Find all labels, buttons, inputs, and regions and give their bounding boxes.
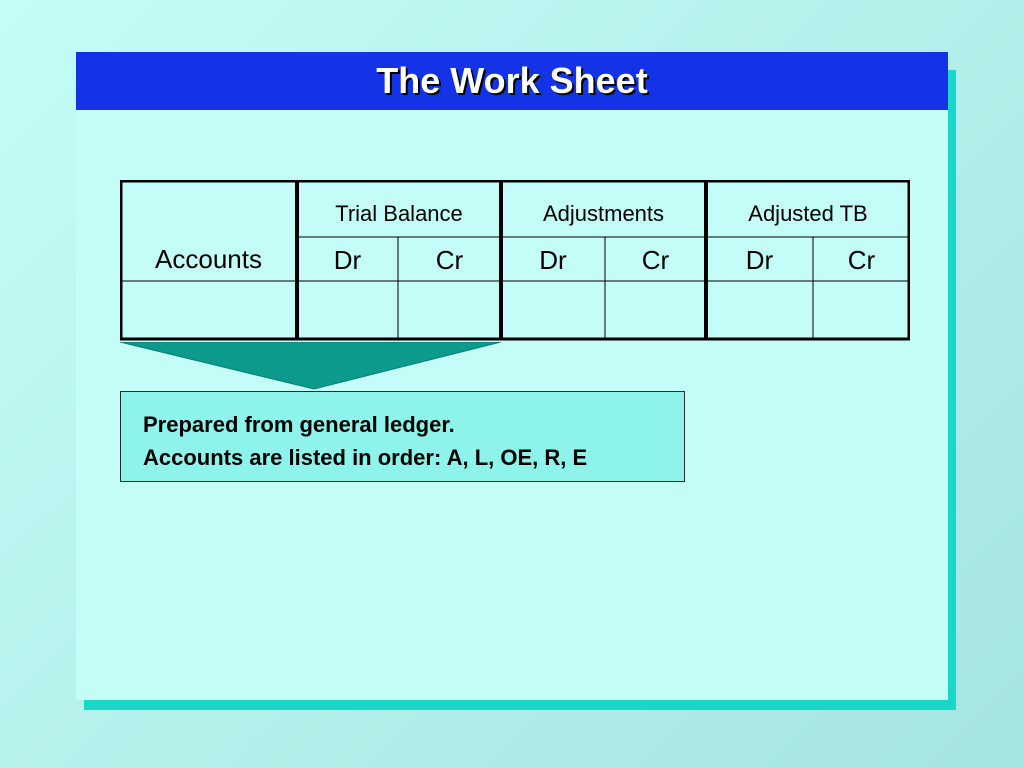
group-header-adjustments: Adjustments bbox=[542, 201, 665, 226]
slide-title: The Work Sheet bbox=[376, 60, 648, 101]
column-header-tb-cr: Cr bbox=[435, 245, 464, 275]
title-bar bbox=[76, 52, 948, 110]
group-header-trial-balance: Trial Balance bbox=[335, 201, 463, 226]
worksheet-table bbox=[120, 180, 910, 340]
note-line-2: Accounts are listed in order: A, L, OE, R, E bbox=[143, 445, 588, 470]
group-header-adjusted-tb: Adjusted TB bbox=[748, 201, 868, 226]
column-header-atb-cr: Cr bbox=[847, 245, 876, 275]
column-header-adj-dr: Dr bbox=[539, 245, 567, 275]
column-header-atb-dr: Dr bbox=[745, 245, 774, 275]
column-header-adj-cr: Cr bbox=[641, 245, 670, 275]
accounts-header: Accounts bbox=[155, 244, 262, 274]
column-header-tb-dr: Dr bbox=[333, 245, 362, 275]
note-line-1: Prepared from general ledger. bbox=[143, 412, 455, 437]
callout-pointer bbox=[120, 342, 502, 390]
note-callout-box bbox=[120, 391, 685, 482]
